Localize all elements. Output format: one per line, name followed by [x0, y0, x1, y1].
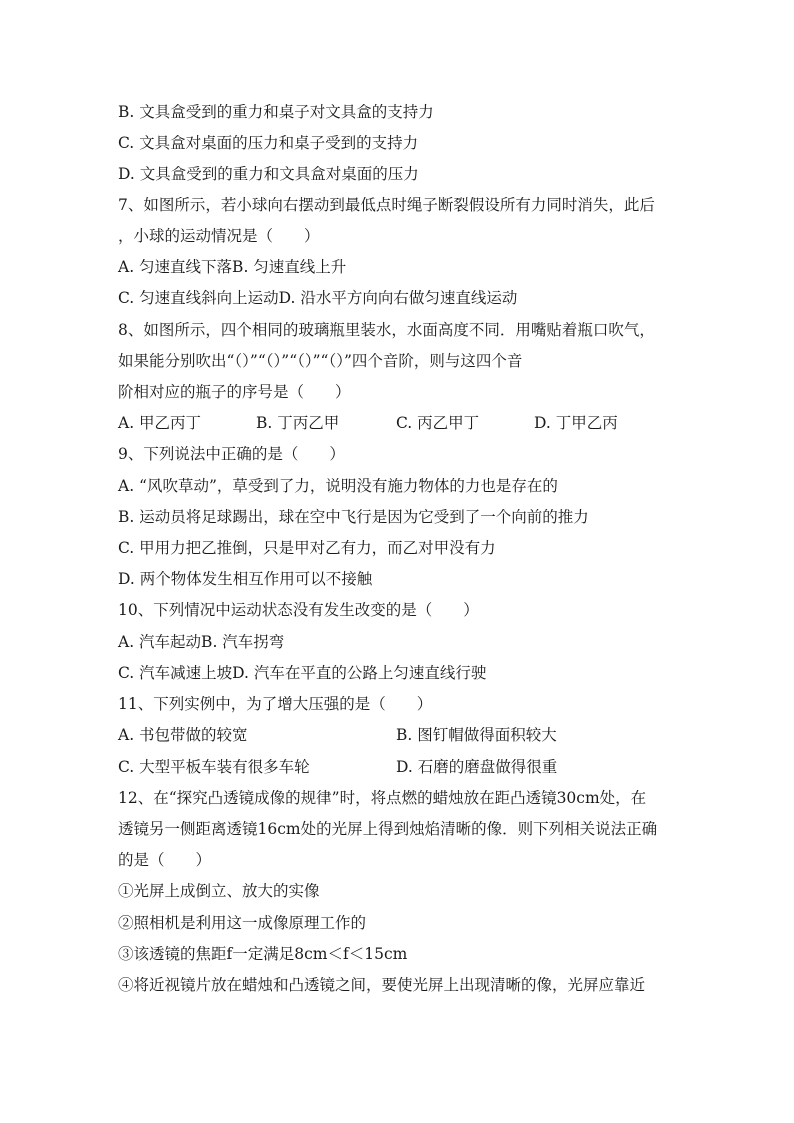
q10-stem: 10、下列情况中运动状态没有发生改变的是（ ）	[118, 601, 479, 619]
q12-statement-1: ①光屏上成倒立、放大的实像	[118, 882, 320, 900]
q11-options-row-2	[118, 757, 678, 777]
q12-stem-line-2: 透镜另一侧距离透镜16cm处的光屏上得到烛焰清晰的像．则下列相关说法正确	[118, 820, 658, 838]
q12-stem-line-3: 的是（ ）	[118, 851, 212, 869]
q11-option-d: D. 石磨的磨盘做得很重	[396, 758, 558, 776]
q8-stem-line-2: 如果能分别吹出“（）”“（）”“（）”“（）”四个音阶，则与这四个音	[118, 352, 523, 370]
q6-option-b: B. 文具盒受到的重力和桌子对文具盒的支持力	[118, 103, 434, 121]
q9-stem: 9、下列说法中正确的是（ ）	[118, 445, 345, 463]
q6-option-d: D. 文具盒受到的重力和文具盒对桌面的压力	[118, 165, 419, 183]
q11-options-row-1	[118, 725, 678, 745]
q6-option-c: C. 文具盒对桌面的压力和桌子受到的支持力	[118, 134, 419, 152]
q8-option-d: D. 丁甲乙丙	[534, 414, 618, 432]
q9-option-b: B. 运动员将足球踢出，球在空中飞行是因为它受到了一个向前的推力	[118, 508, 589, 526]
q10-options-ab: A. 汽车起动B. 汽车拐弯	[118, 633, 285, 651]
q11-option-a: A. 书包带做的较宽	[118, 726, 248, 744]
q8-option-c: C. 丙乙甲丁	[396, 414, 480, 432]
q8-stem-line-3: 阶相对应的瓶子的序号是（ ）	[118, 383, 351, 401]
q7-stem-line-2: ，小球的运动情况是（ ）	[118, 227, 320, 245]
q7-options-cd: C. 匀速直线斜向上运动D. 沿水平方向向右做匀速直线运动	[118, 289, 518, 307]
q11-option-c: C. 大型平板车装有很多车轮	[118, 758, 310, 776]
q12-stem-line-1: 12、在“探究凸透镜成像的规律”时，将点燃的蜡烛放在距凸透镜30cm处，在	[118, 789, 647, 807]
q8-options-row	[118, 413, 678, 433]
q11-stem: 11、下列实例中，为了增大压强的是（ ）	[118, 695, 433, 713]
q9-option-d: D. 两个物体发生相互作用可以不接触	[118, 570, 373, 588]
q11-option-b: B. 图钉帽做得面积较大	[396, 726, 557, 744]
q7-options-ab: A. 匀速直线下落B. 匀速直线上升	[118, 258, 347, 276]
q10-options-cd: C. 汽车减速上坡D. 汽车在平直的公路上匀速直线行驶	[118, 664, 487, 682]
q12-statement-2: ②照相机是利用这一成像原理工作的	[118, 914, 367, 932]
q12-statement-4: ④将近视镜片放在蜡烛和凸透镜之间，要使光屏上出现清晰的像，光屏应靠近	[118, 976, 646, 994]
q9-option-a: A. “风吹草动”，草受到了力，说明没有施力物体的力也是存在的	[118, 477, 558, 495]
q8-option-a: A. 甲乙丙丁	[118, 414, 202, 432]
q7-stem-line-1: 7、如图所示，若小球向右摆动到最低点时绳子断裂假设所有力同时消失，此后	[118, 196, 655, 214]
q12-statement-3: ③该透镜的焦距f一定满足8cm＜f＜15cm	[118, 945, 408, 963]
q9-option-c: C. 甲用力把乙推倒，只是甲对乙有力，而乙对甲没有力	[118, 539, 496, 557]
q8-option-b: B. 丁丙乙甲	[256, 414, 340, 432]
q8-stem-line-1: 8、如图所示，四个相同的玻璃瓶里装水，水面高度不同．用嘴贴着瓶口吹气，	[118, 321, 655, 339]
